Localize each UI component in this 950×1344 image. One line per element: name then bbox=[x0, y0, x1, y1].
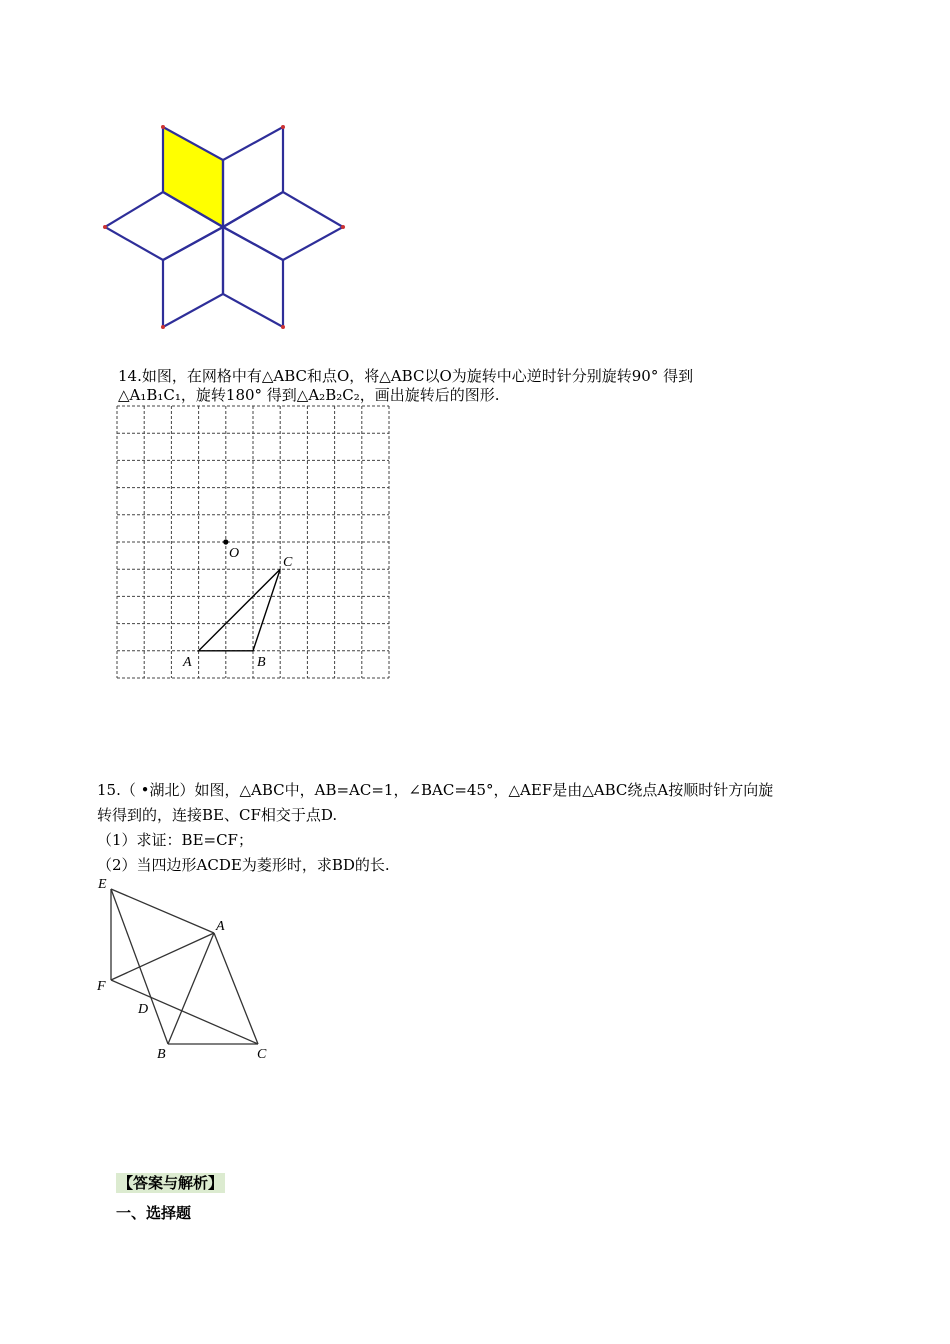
label-o: O bbox=[229, 546, 240, 561]
label-c: C bbox=[283, 555, 293, 570]
star-rhombus-figure bbox=[95, 118, 355, 340]
q15-figure bbox=[92, 870, 282, 1065]
q15-part2: （2）当四边形ACDE为菱形时，求BD的长. bbox=[97, 856, 390, 874]
triangle-abc bbox=[199, 569, 281, 651]
star-outline bbox=[105, 127, 343, 327]
label-b: B bbox=[157, 1047, 166, 1062]
label-a: A bbox=[216, 919, 225, 934]
q14-line2: △A₁B₁C₁，旋转180° 得到△A₂B₂C₂，画出旋转后的图形. bbox=[118, 386, 500, 404]
label-c: C bbox=[257, 1047, 267, 1062]
q14-grid-figure bbox=[110, 400, 400, 690]
answer-section-tag: 【答案与解析】 bbox=[118, 1174, 224, 1192]
point-o bbox=[223, 539, 228, 544]
section-title: 一、选择题 bbox=[116, 1204, 192, 1222]
highlighted-rhombus bbox=[163, 127, 223, 227]
q15-stem-line2: 转得到的，连接BE、CF相交于点D. bbox=[97, 806, 338, 824]
label-f: F bbox=[97, 979, 106, 994]
label-e: E bbox=[98, 877, 107, 892]
q15-stem-line1: 15.（ •湖北）如图，△ABC中，AB=AC=1，∠BAC=45°，△AEF是由△ABC绕点A按顺时针方向旋 bbox=[97, 781, 774, 799]
label-d: D bbox=[138, 1002, 149, 1017]
label-a: A bbox=[183, 655, 192, 670]
q15-lines bbox=[111, 889, 258, 1044]
q14-line1: 14.如图，在网格中有△ABC和点O，将△ABC以O为旋转中心逆时针分别旋转90° 得到 bbox=[118, 367, 694, 385]
label-b: B bbox=[257, 655, 266, 670]
q15-part1: （1）求证：BE=CF； bbox=[97, 831, 253, 849]
dashed-grid bbox=[117, 406, 389, 678]
